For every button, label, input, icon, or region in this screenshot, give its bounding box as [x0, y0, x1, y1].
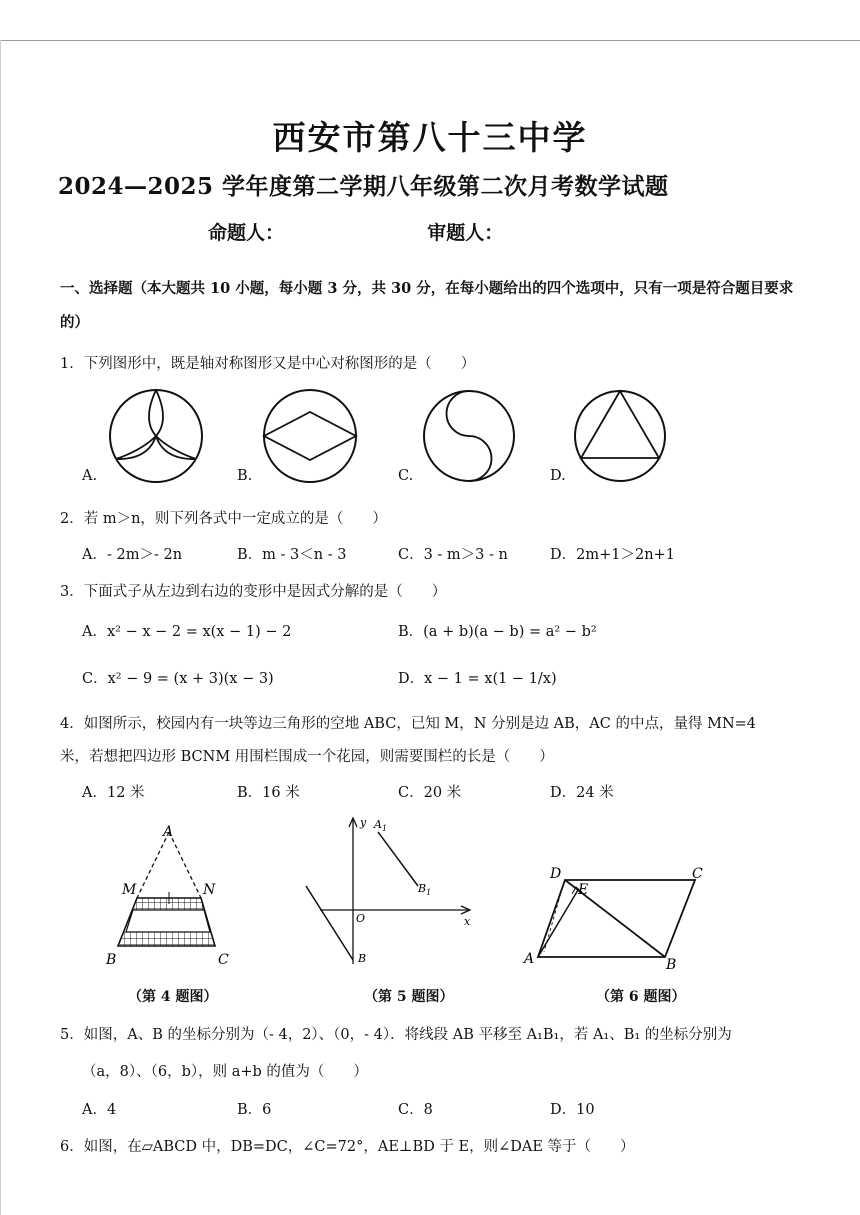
exam-title: 2024—2025 学年度第二学期八年级第二次月考数学试题 — [58, 173, 669, 200]
question-5-line-2: （a，8）、（6，b），则 a+b 的值为（ ） — [82, 1064, 368, 1080]
fig4-label-m: M — [122, 882, 137, 898]
q1-figure-d — [575, 391, 665, 481]
q1-option-a: A. — [82, 468, 98, 484]
figure-4 — [100, 818, 250, 978]
fig6-label-d: D — [550, 866, 562, 882]
q1-option-b: B. — [237, 468, 253, 484]
q2-option-b: B．m - 3＜n - 3 — [237, 547, 347, 563]
authors-line — [208, 218, 503, 245]
q4-option-d: D．24 米 — [550, 785, 614, 801]
page-top-border — [0, 40, 860, 41]
section-1-title: 一、选择题（本大题共 10 小题，每小题 3 分，共 30 分，在每小题给出的四个选项中，只有一项是符合题目要求的） — [60, 280, 794, 331]
q3-option-a: A．x² − x − 2 = x(x − 1) − 2 — [82, 624, 292, 640]
fig5-label-a1: $A_1$ — [374, 818, 388, 833]
fig4-label-a: A — [163, 824, 174, 840]
fig5-label-x: x — [464, 915, 471, 928]
fig6-label-c: C — [692, 866, 703, 882]
q3-option-d: D．x − 1 = x(1 − 1/x) — [398, 671, 557, 687]
reviewer-label: 审题人： — [427, 222, 504, 244]
figure-4-caption: （第 4 题图） — [128, 989, 218, 1005]
q5-option-d: D．10 — [550, 1102, 595, 1118]
fig5-label-b: B — [358, 952, 367, 965]
fig4-label-b: B — [106, 952, 117, 968]
fig6-label-e: E — [578, 882, 589, 898]
q1-option-c: C. — [398, 468, 414, 484]
q2-option-c: C．3 - m＞3 - n — [398, 547, 508, 563]
figure-6 — [520, 862, 720, 977]
figure-5-caption: （第 5 题图） — [364, 989, 454, 1005]
fig6-label-b: B — [666, 957, 677, 973]
q1-figure-c — [424, 391, 514, 481]
question-4-line-2: 米，若想把四边形 BCNM 用围栏围成一个花园，则需要围栏的长是（ ） — [60, 749, 554, 765]
fig4-label-n: N — [203, 882, 216, 898]
school-title: 西安市第八十三中学 — [272, 118, 588, 157]
question-5-line-1: 5．如图，A、B 的坐标分别为（- 4，2）、（0，- 4）．将线段 AB 平移至 A₁B₁，若 A₁、B₁ 的坐标分别为 — [60, 1027, 732, 1043]
q4-option-a: A．12 米 — [82, 785, 145, 801]
question-6-text: 6．如图，在▱ABCD 中，DB=DC，∠C=72°，AE⊥BD 于 E，则∠DAE 等于（ ） — [60, 1139, 635, 1155]
fig4-label-c: C — [218, 952, 229, 968]
fig5-label-b1: $B_1$ — [418, 882, 432, 897]
q4-option-b: B．16 米 — [237, 785, 300, 801]
q1-figure-b — [264, 390, 356, 482]
q5-option-c: C．8 — [398, 1102, 433, 1118]
q1-figure-a — [110, 390, 202, 482]
fig6-label-a: A — [524, 951, 535, 967]
question-3-text: 3．下面式子从左边到右边的变形中是因式分解的是（ ） — [60, 584, 447, 600]
page-left-edge — [0, 40, 1, 1215]
q3-option-b: B．(a + b)(a − b) = a² − b² — [398, 624, 597, 640]
q3-option-c: C．x² − 9 = (x + 3)(x − 3) — [82, 671, 274, 687]
question-4-line-1: 4．如图所示，校园内有一块等边三角形的空地 ABC，已知 M，N 分别是边 AB，AC 的中点，量得 MN=4 — [60, 716, 757, 732]
question-2-text: 2．若 m＞n，则下列各式中一定成立的是（ ） — [60, 511, 387, 527]
q4-option-c: C．20 米 — [398, 785, 462, 801]
fig5-label-o: O — [356, 912, 366, 925]
fig5-label-y: y — [360, 816, 367, 829]
q5-option-a: A．4 — [82, 1102, 117, 1118]
figure-5 — [300, 812, 480, 972]
author-label: 命题人： — [208, 222, 285, 244]
q1-option-d: D. — [550, 468, 566, 484]
figure-6-caption: （第 6 题图） — [596, 989, 686, 1005]
question-1-text: 1．下列图形中，既是轴对称图形又是中心对称图形的是（ ） — [60, 356, 476, 372]
q2-option-d: D．2m+1＞2n+1 — [550, 547, 675, 563]
q2-option-a: A．- 2m＞- 2n — [82, 547, 183, 563]
q5-option-b: B．6 — [237, 1102, 272, 1118]
